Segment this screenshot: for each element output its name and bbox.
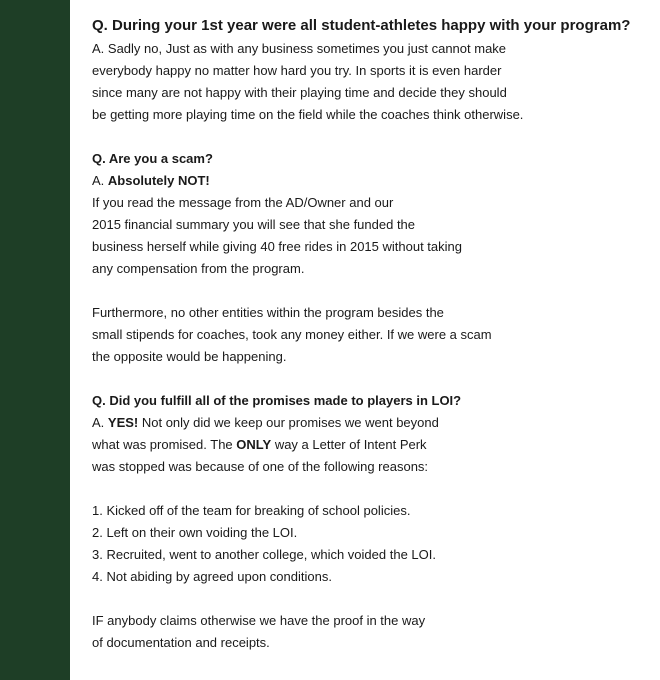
answer-prefix: A. — [92, 173, 108, 188]
faq-answer-loi-line2 — [92, 434, 652, 456]
reason-item: 2. Left on their own voiding the LOI. — [92, 525, 298, 540]
faq-question-happy: Q. During your 1st year were all student-athletes happy with your program? — [92, 17, 631, 34]
answer-line: everybody happy no matter how hard you try. In sports it is even harder — [92, 63, 502, 78]
answer-line: small stipends for coaches, took any money either. If we were a scam — [92, 327, 492, 342]
reason-item: 3. Recruited, went to another college, which voided the LOI. — [92, 547, 436, 562]
reason-item: 1. Kicked off of the team for breaking of school policies. — [92, 503, 411, 518]
answer-emphasis: Absolutely NOT! — [107, 173, 210, 188]
faq-answer-happy — [92, 38, 652, 126]
sidebar-stripe — [0, 0, 70, 680]
answer-line: 2015 financial summary you will see that she funded the — [92, 217, 416, 232]
reason-item: 4. Not abiding by agreed upon conditions. — [92, 569, 332, 584]
answer-line: Furthermore, no other entities within the program besides the — [92, 305, 444, 320]
answer-line: business herself while giving 40 free rides in 2015 without taking — [92, 239, 462, 254]
faq-answer-scam-para1 — [92, 192, 652, 280]
answer-line: since many are not happy with their playing time and decide they should — [92, 85, 507, 100]
closing-statement — [92, 610, 652, 654]
faq-answer-scam-para2 — [92, 302, 652, 368]
faq-answer-scam — [92, 170, 652, 192]
answer-emphasis: YES! — [107, 415, 139, 430]
answer-line: IF anybody claims otherwise we have the proof in the way — [92, 613, 426, 628]
answer-text: Not only did we keep our promises we went beyond — [138, 415, 439, 430]
answer-line: A. Sadly no, Just as with any business sometimes you just cannot make — [92, 41, 507, 56]
answer-text: what was promised. The — [92, 437, 237, 452]
answer-line: be getting more playing time on the field while the coaches think otherwise. — [92, 107, 524, 122]
answer-prefix: A. — [92, 415, 108, 430]
answer-text: way a Letter of Intent Perk — [271, 437, 427, 452]
faq-content — [92, 14, 652, 654]
faq-answer-loi-line3: was stopped was because of one of the following reasons: — [92, 459, 429, 474]
answer-line: If you read the message from the AD/Owner and our — [92, 195, 394, 210]
faq-question-scam: Q. Are you a scam? — [92, 151, 213, 166]
reasons-list — [92, 500, 652, 588]
answer-emphasis: ONLY — [236, 437, 272, 452]
faq-question-loi: Q. Did you fulfill all of the promises made to players in LOI? — [92, 393, 462, 408]
faq-answer-loi-line1 — [92, 412, 652, 434]
answer-line: the opposite would be happening. — [92, 349, 287, 364]
answer-line: any compensation from the program. — [92, 261, 305, 276]
answer-line: of documentation and receipts. — [92, 635, 270, 650]
